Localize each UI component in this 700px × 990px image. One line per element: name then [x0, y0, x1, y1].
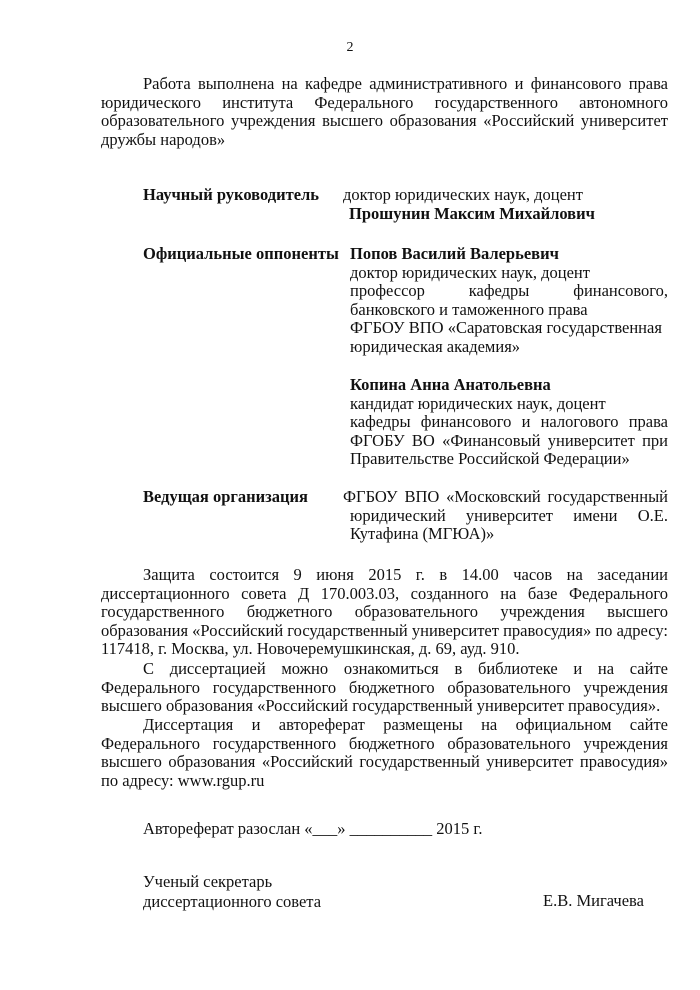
opponents-label: Официальные оппоненты: [143, 244, 339, 263]
secretary-name: Е.В. Мигачева: [543, 891, 644, 910]
secretary-title-line-1: Ученый секретарь: [143, 872, 273, 891]
opponent-1-block: [350, 245, 668, 356]
leading-org-block: [343, 488, 668, 544]
opponent-2-position: кафедры финансового и налогового права: [350, 412, 668, 431]
opponent-1-degree: доктор юридических наук, доцент: [350, 262, 590, 282]
opponent-1-name: Попов Василий Валерьевич: [350, 244, 559, 263]
defense-paragraph: Защита состоится 9 июня 2015 г. в 14.00 часов на заседании диссертационного совета Д 170.003.03, созданного на базе Федерального государственного бюджетного образовательного учреждения высшего образования «Российский государственный университет правосудия» по адресу: 117418, г. Москва, ул. Новочеремушкинская, д. 69, ауд. 910.: [101, 565, 668, 658]
leading-org-line-1: ФГБОУ ВПО «Московский государственный: [343, 487, 668, 506]
opponent-1-org-line-2: юридическая академия»: [350, 336, 521, 356]
opponent-2-org-line-1: ФГОБУ ВО «Финансовый университет при: [350, 430, 668, 450]
intro-paragraph: Работа выполнена на кафедре административного и финансового права юридического института Федерального государственного автономного образовательного учреждения высшего образования «Российский университет дружбы народов»: [101, 74, 668, 149]
opponent-1-position-line-1: профессор кафедры финансового,: [350, 281, 668, 300]
leading-org-line-2: юридический университет имени О.Е.: [350, 505, 668, 525]
supervisor-degree: доктор юридических наук, доцент: [343, 185, 583, 204]
abstract-sent-line: Автореферат разослан «___» __________ 2015 г.: [143, 819, 483, 838]
opponent-1-position-line-2: банковского и таможенного права: [350, 299, 588, 319]
leading-org-line-3: Кутафина (МГЮА)»: [350, 524, 495, 543]
library-paragraph: С диссертацией можно ознакомиться в библиотеке и на сайте Федерального государственного бюджетного образовательного учреждения высшего образования «Российский государственный университет правосудия».: [101, 659, 668, 715]
leading-org-label: Ведущая организация: [143, 487, 308, 506]
opponent-2-org-line-2: Правительстве Российской Федерации»: [350, 449, 630, 468]
page-number: 2: [346, 40, 354, 55]
supervisor-name: Прошунин Максим Михайлович: [349, 203, 595, 223]
supervisor-block: [343, 186, 668, 223]
opponent-2-name: Копина Анна Анатольевна: [350, 375, 551, 394]
website-paragraph: Диссертация и автореферат размещены на официальном сайте Федерального государственного бюджетного образовательного учреждения высшего образования «Российский государственный университет правосудия» по адресу: www.rgup.ru: [101, 715, 668, 790]
opponent-1-org-line-1: ФГБОУ ВПО «Саратовская государственная: [350, 318, 662, 337]
opponent-2-degree: кандидат юридических наук, доцент: [350, 393, 606, 413]
opponent-2-block: [350, 376, 668, 469]
secretary-title: [143, 872, 321, 911]
supervisor-label: Научный руководитель: [143, 185, 319, 204]
secretary-title-line-2: диссертационного совета: [143, 891, 322, 911]
